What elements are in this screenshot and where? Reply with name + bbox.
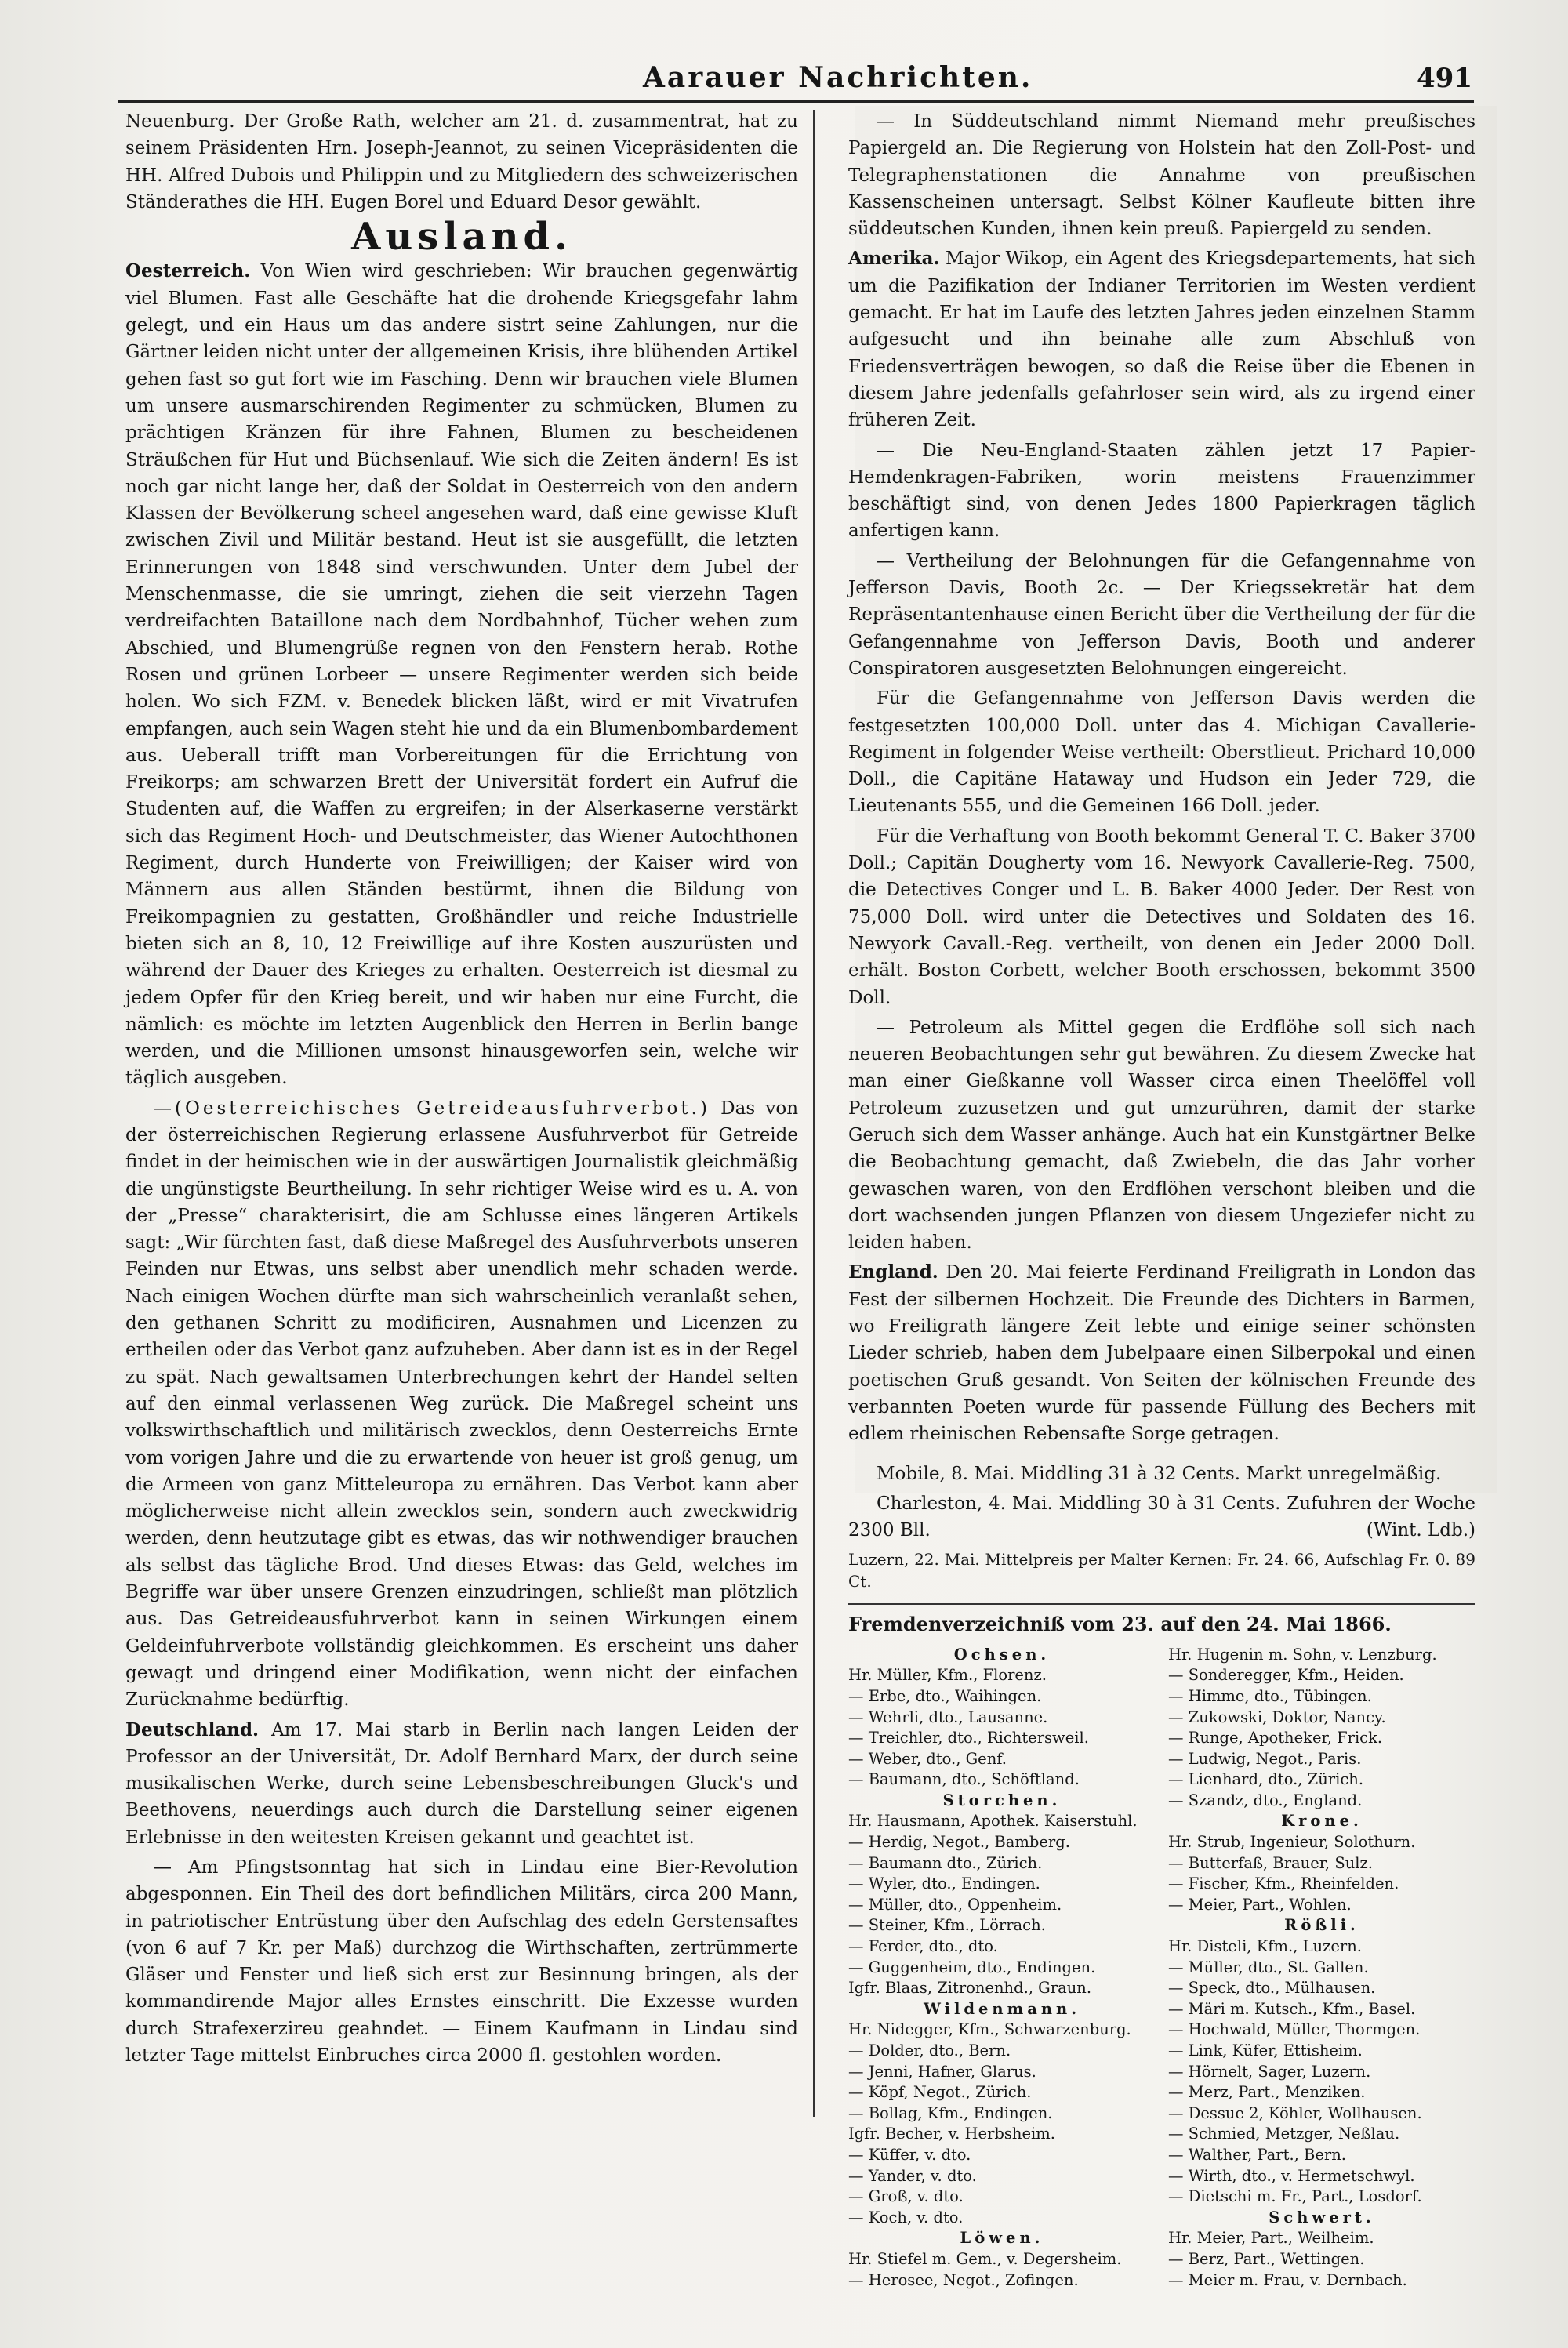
oesterreich-text: Von Wien wird geschrieben: Wir brauchen gegenwärtig viel Blumen. Fast alle Geschäfte hat die drohende Kriegsgefahr lahm gelegt, und ein Haus um das andere sistrt seine Zahlungen, nur die Gärtner leiden nicht unter der allgemeinen Krisis, ihre blühenden Artikel gehen fast so gut fort wie im Fasching. Denn wir brauchen viele Blumen um unsere ausmarschirenden Regimenter zu schmücken, Blumen zu prächtigen Kränzen für ihre Fahnen, Blumen zu bescheidenen Sträußchen für Hut und Büchsenlauf. Wie sich die Zeiten ändern! Es ist noch gar nicht lange her, daß der Soldat in Oesterreich von den andern Klassen der Bevölkerung scheel angesehen ward, daß eine gewisse Kluft zwischen Zivil und Militär bestand. Heut ist sie ausgefüllt, die letzten Erinnerungen von 1848 sind verschwunden. Unter dem Jubel der Menschenmasse, die sie umringt, ziehen die seit vierzehn Tagen verdreifachten Bataillone nach dem Nordbahnhof, Tücher wehen zum Abschied, und Blumengrüße regnen von den Fenstern herab. Rothe Rosen und grünen Lorbeer — unsere Regimenter werden sich beide holen. Wo sich FZM. v. Benedek blicken läßt, wird er mit Vivatrufen empfangen, auch sein Wagen steht hie und da ein Blumenbombardement aus. Ueberall trifft man Vorbereitungen für die Errichtung von Freikorps; am schwarzen Brett der Universität fordert ein Aufruf die Studenten auf, die Waffen zu ergreifen; in der Alserkaserne verstärkt sich das Regiment Hoch- und Deutschmeister, das Wiener Autochthonen Regiment, durch Hunderte von Freiwilligen; der Kaiser wird von Männern aus allen Ständen bestürmt, ihnen die Bildung von Freikompagnien zu gestatten, Großhändler und reiche Industrielle bieten sich an 8, 10, 12 Freiwillige auf ihre Kosten auszurüsten und während der Dauer des Krieges zu erhalten. Oesterreich ist diesmal zu jedem Opfer für den Krieg bereit, und wir haben nur eine Furcht, die nämlich: es möchte im letzten Augenblick den Herren in Berlin bange werden, und die Millionen umsonst hinausgeworfen sein, welche wir täglich ausgeben. [125,261,799,1089]
guest-entry: — Szandz, dto., England. [1168,1791,1363,1809]
guest-entry: Hr. Hausmann, Apothek. Kaiserstuhl. [848,1812,1138,1831]
guest-entry: Hr. Müller, Kfm., Florenz. [848,1666,1047,1685]
oesterreich-paragraph [125,258,798,1091]
england-paragraph [848,1259,1475,1447]
hotel-name: Löwen. [960,2229,1044,2248]
guest-entry: Hr. Hugenin m. Sohn, v. Lenzburg. [1168,1645,1437,1664]
booth-paragraph: Für die Verhaftung von Booth bekommt General T. C. Baker 3700 Doll.; Capitän Dougherty vom 16. Newyork Cavallerie-Reg. 7500, die Detectives Conger und L. B. Baker 4000 Jeder. Der Rest von 75,000 Doll. wird unter die Detectives und Soldaten des 16. Newyork Cavall.-Reg. vertheilt, von denen ein Jeder 2000 Doll. erhält. Boston Corbett, welcher Booth erschossen, bekommt 3500 Doll. [848,826,1475,1008]
hotel-name: Rößli. [1284,1916,1359,1935]
guest-entry: — Köpf, Negot., Zürich. [848,2083,1032,2102]
guest-entry: Hr. Disteli, Kfm., Luzern. [1168,1937,1362,1956]
guest-entry: — Groß, v. dto. [848,2187,964,2206]
guest-entry: — Küffer, v. dto. [848,2145,971,2164]
petroleum-paragraph: — Petroleum als Mittel gegen die Erdflöhe soll sich nach neueren Beobachtungen sehr gut bewähren. Zu diesem Zwecke hat man einer Gießkanne voll Wasser circa einen Theelöffel voll Petroleum zuzusetzen und gut umzurühren, damit der starke Geruch sich dem Wasser anhänge. Auch hat ein Kunstgärtner Belke die Beobachtung gemacht, daß Zwiebeln, die das Jahr vorher gewaschen waren, von den Erdflöhen verschont bleiben und die dort wachsenden jungen Pflanzen von diesem Ungeziefer nicht zu leiden haben. [848,1017,1475,1254]
guest-entry: — Baumann dto., Zürich. [848,1853,1043,1872]
hotel-name: Krone. [1281,1812,1363,1831]
market-reports [848,1461,1475,1593]
england-text: Den 20. Mai feierte Ferdinand Freiligrath in London das Fest der silbernen Hochzeit. Die Freunde des Dichters in Barmen, wo Freiligrath längere Zeit lebte und einige seiner schönsten Lieder schrieb, haben dem Jubelpaare einen Silberpokal und einen poetischen Gruß gesandt. Von Seiten der kölnischen Freunde des verbannten Poeten wurde für passende Füllung des Bechers mit edlem rheinischen Rebensafte Sorge getragen. [848,1262,1475,1445]
hotel-name: Schwert. [1269,2208,1375,2226]
guest-list [848,1645,1475,2291]
guest-entry: — Jenni, Hafner, Glarus. [848,2062,1036,2081]
neuenburg-paragraph: Neuenburg. Der Große Rath, welcher am 21. d. zusammentrat, hat zu seinem Präsidenten Hrn. Joseph-Jeannot, zu seinen Vicepräsidenten die HH. Alfred Dubois und Philippin und zu Mitgliedern des schweizerischen Ständerathes die HH. Eugen Borel und Eduard Desor gewählt. [125,111,798,212]
guest-entry: — Dolder, dto., Bern. [848,2041,1011,2060]
guest-entry: — Merz, Part., Menziken. [1168,2083,1366,2102]
guest-entry: — Zukowski, Doktor, Nancy. [1168,1707,1386,1726]
deutschland-paragraph [125,1717,798,1851]
guest-entry: Hr. Nidegger, Kfm., Schwarzenburg. [848,2020,1131,2039]
lindau-paragraph: — Am Pfingstsonntag hat sich in Lindau eine Bier-Revolution abgesponnen. Ein Theil des dort befindlichen Militärs, circa 200 Mann, in patriotischer Entrüstung über den Aufschlag des edeln Gerstensaftes (von 6 auf 7 Kr. per Maß) durchzog die Wirthschaften, zertrümmerte Gläser und Fenster und ließ sich erst zur Besinnung bringen, als der kommandirende Major alles Ernstes einschritt. Die Exzesse wurden durch Strafexerzireu geahndet. — Einem Kaufmann in Lindau sind letzter Tage mittelst Einbruches circa 2000 fl. gestohlen worden. [125,1857,798,2067]
guest-entry: — Hochwald, Müller, Thormgen. [1168,2020,1421,2039]
guest-entry: Hr. Meier, Part., Weilheim. [1168,2229,1374,2248]
guest-entry: — Steiner, Kfm., Lörrach. [848,1916,1046,1935]
guest-entry: — Dietschi m. Fr., Part., Losdorf. [1168,2187,1422,2206]
deutschland-lead: Deutschland. [125,1718,260,1740]
guest-entry: — Märi m. Kutsch., Kfm., Basel. [1168,1999,1416,2018]
hotel-name: Storchen. [942,1791,1062,1809]
guest-entry: — Koch, v. dto. [848,2208,964,2226]
guest-entry: — Müller, dto., St. Gallen. [1168,1958,1369,1976]
guest-entry: — Wirth, dto., v. Hermetschwyl. [1168,2166,1415,2185]
sueddeutschland-paragraph: — In Süddeutschland nimmt Niemand mehr preußisches Papiergeld an. Die Regierung von Holstein hat den Zoll-Post- und Telegraphenstationen die Annahme von preußischen Kassenscheinen untersagt. Selbst Kölner Kaufleute bitten ihre süddeutschen Kunden, ihnen kein preuß. Papiergeld zu senden. [848,111,1475,240]
oesterreich-lead: Oesterreich. [125,260,251,282]
amerika-text: Major Wikop, ein Agent des Kriegsdepartements, hat sich um die Pazifikation der Indianer Territorien im Westen verdient gemacht. Er hat im Laufe des letzten Jahres jeden einzelnen Stamm aufgesucht und ihn beinahe alle zum Abschluß von Friedensverträgen bewogen, so daß die Reise über die Ebenen in diesem Jahre jedenfalls gefahrloser sein wird, als zu irgend einer früheren Zeit. [848,249,1476,431]
belohnungen-paragraph: — Vertheilung der Belohnungen für die Gefangennahme von Jefferson Davis, Booth 2c. — Der Kriegssekretär hat dem Repräsentantenhause einen Bericht über die Vertheilung der für die Gefangennahme von Jefferson Davis, Booth und anderer Conspiratoren ausgesetzten Belohnungen eingereicht. [848,550,1475,679]
guest-entry: — Treichler, dto., Richtersweil. [848,1729,1089,1747]
guest-entry: — Erbe, dto., Waihingen. [848,1686,1042,1705]
guest-entry: — Herdig, Negot., Bamberg. [848,1833,1070,1852]
guest-entry: — Schmied, Metzger, Neßlau. [1168,2125,1400,2143]
guest-entry: — Müller, dto., Oppenheim. [848,1895,1062,1914]
getreide-paragraph [125,1095,798,1714]
guest-entry: — Runge, Apotheker, Frick. [1168,1729,1383,1747]
guest-entry: Igfr. Blaas, Zitronenhd., Graun. [848,1979,1092,1998]
guest-entry: — Sonderegger, Kfm., Heiden. [1168,1666,1404,1685]
column-divider [813,110,815,2117]
guest-entry: — Dessue 2, Köhler, Wollhausen. [1168,2103,1422,2122]
davis-paragraph: Für die Gefangennahme von Jefferson Davis werden die festgesetzten 100,000 Doll. unter das 4. Michigan Cavallerie-Regiment in folgender Weise vertheilt: Oberstlieut. Prichard 10,000 Doll., die Capitäne Hataway und Hudson ein Jeder 729, die Lieutenants 555, und die Gemeinen 166 Doll. jeder. [848,688,1475,817]
guest-entry: — Wehrli, dto., Lausanne. [848,1707,1048,1726]
running-head: Aarauer Nachrichten. [643,61,1033,94]
hotel-name: Wildenmann. [923,1999,1080,2018]
hotel-name: Ochsen. [953,1645,1051,1664]
guest-entry: — Wyler, dto., Endingen. [848,1874,1040,1893]
amerika-lead: Amerika. [848,248,940,270]
guest-entry: — Walther, Part., Bern. [1168,2145,1346,2164]
mobile-report: Mobile, 8. Mai. Middling 31 à 32 Cents. Markt unregelmäßig. [877,1463,1442,1484]
amerika-paragraph [848,245,1475,434]
guest-entry: — Berz, Part., Wettingen. [1168,2249,1365,2268]
guest-entry: — Herosee, Negot., Zofingen. [848,2270,1079,2289]
charleston-report [848,1490,1475,1544]
guest-entry: — Meier, Part., Wohlen. [1168,1895,1352,1914]
fremden-title: Fremdenverzeichniß vom 23. auf den 24. Mai 1866. [848,1613,1392,1636]
guest-entry: — Himme, dto., Tübingen. [1168,1686,1372,1705]
guest-entry: — Link, Küfer, Ettisheim. [1168,2041,1363,2060]
guest-entry: Igfr. Becher, v. Herbsheim. [848,2125,1055,2143]
charleston-text: Charleston, 4. Mai. Middling 30 à 31 Cents. Zufuhren der Woche 2300 Bll. [848,1493,1475,1541]
guest-entry: — Baumann, dto., Schöftland. [848,1770,1080,1789]
guest-entry: — Lienhard, dto., Zürich. [1168,1770,1364,1789]
guest-entry: — Butterfaß, Brauer, Sulz. [1168,1853,1373,1872]
hemden-paragraph: — Die Neu-England-Staaten zählen jetzt 17 Papier-Hemdenkragen-Fabriken, worin meistens Frauenzimmer beschäftigt sind, von denen Jedes 1800 Papierkragen täglich anfertigen kann. [848,440,1475,542]
deutschland-text: Am 17. Mai starb in Berlin nach langen Leiden der Professor an der Universität, Dr. Adolf Bernhard Marx, der durch seine musikalischen Werke, durch seine Lebensbeschreibungen Gluck's und Beethovens, neuerdings auch durch die Darstellung seiner eigenen Erlebnisse in den weitesten Kreisen gekannt und geachtet ist. [125,1719,799,1848]
guest-column-left [848,1645,1156,2291]
ausland-heading: Ausland. [351,215,572,259]
guest-entry: — Weber, dto., Genf. [848,1749,1007,1768]
england-lead: England. [848,1261,938,1283]
guest-entry: — Guggenheim, dto., Endingen. [848,1958,1096,1976]
left-column [125,108,798,2072]
guest-entry: — Speck, dto., Mülhausen. [1168,1979,1376,1998]
page-number: 491 [1417,63,1472,94]
header-rule [118,100,1474,103]
guest-entry: — Meier m. Frau, v. Dernbach. [1168,2270,1407,2289]
guest-entry: — Fischer, Kfm., Rheinfelden. [1168,1874,1399,1893]
guest-entry: — Ludwig, Negot., Paris. [1168,1749,1362,1768]
guest-entry: — Hörnelt, Sager, Luzern. [1168,2062,1371,2081]
charleston-source: (Wint. Ldb.) [1366,1520,1475,1541]
getreide-lead: —(Oesterreichisches Getreideausfuhrverbot.) [154,1098,710,1119]
luzern-report: Luzern, 22. Mai. Mittelpreis per Malter Kernen: Fr. 24. 66, Aufschlag Fr. 0. 89 Ct. [848,1550,1475,1591]
fremden-rule [848,1603,1475,1605]
getreide-text: Das von der österreichischen Regierung erlassene Ausfuhrverbot für Getreide findet in der heimischen wie in der auswärtigen Journalistik gleichmäßig die ungünstigste Beurtheilung. In sehr richtiger Weise wird es u. A. von der „Presse“ charakterisirt, die am Schlusse eines längeren Artikels sagt: „Wir fürchten fast, daß diese Maßregel des Ausfuhrverbots unseren Feinden nur Etwas, uns selbst aber unendlich mehr schaden werde. Nach einigen Wochen dürfte man sich wahrscheinlich veranlaßt sehen, den gethanen Schritt zu modificiren, Ausnahmen und Licenzen zu ertheilen oder das Verbot ganz aufzuheben. Aber dann ist es in der Regel zu spät. Nach gewaltsamen Unterbrechungen kehrt der Handel selten auf den einmal verlassenen Weg zurück. Die Maßregel scheint uns volkswirthschaftlich und militärisch zwecklos, denn Oesterreichs Ernte vom vorigen Jahre und die zu erwartende von heuer ist groß genug, um die Armeen von ganz Mitteleuropa zu ernähren. Das Verbot kann aber möglicherweise nicht allein zwecklos sein, sondern auch zweckwidrig werden, denn heutzutage gibt es etwas, das wir nothwendiger brauchen als selbst das tägliche Brod. Und dieses Etwas: das Geld, welches im Begriffe war über unsere Grenzen einzudringen, schließt man plötzlich aus. Das Getreideausfuhrverbot kann in seinen Wirkungen einem Geldeinfuhrverbote vollständig gleichkommen. Es erscheint uns daher gewagt und dringend einer Modifikation, wenn nicht der einfachen Zurücknahme bedürftig. [125,1098,799,1711]
guest-entry: — Bollag, Kfm., Endingen. [848,2103,1053,2122]
guest-entry: — Ferder, dto., dto. [848,1937,998,1956]
right-column [848,108,1475,2291]
guest-entry: Hr. Stiefel m. Gem., v. Degersheim. [848,2249,1122,2268]
guest-entry: Hr. Strub, Ingenieur, Solothurn. [1168,1833,1416,1852]
guest-entry: — Yander, v. dto. [848,2166,977,2185]
guest-column-right [1168,1645,1475,2291]
